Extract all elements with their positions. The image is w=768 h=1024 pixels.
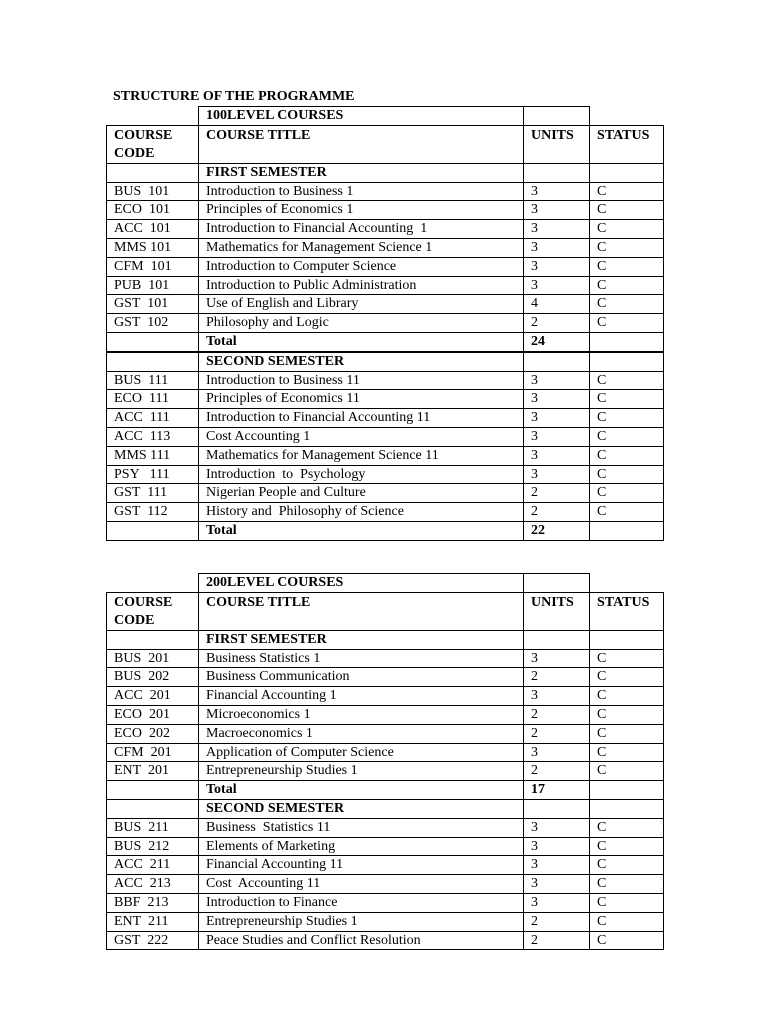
course-status: C: [590, 182, 664, 201]
course-status: C: [590, 931, 664, 950]
course-units: 3: [524, 257, 590, 276]
blank-cell: [524, 107, 590, 126]
course-units: 3: [524, 427, 590, 446]
semester-name: FIRST SEMESTER: [199, 630, 524, 649]
course-code: GST 112: [107, 503, 199, 522]
course-status: C: [590, 705, 664, 724]
course-units: 3: [524, 371, 590, 390]
course-title: Cost Accounting 11: [199, 875, 524, 894]
course-code: PSY 111: [107, 465, 199, 484]
course-status: C: [590, 201, 664, 220]
blank-cell: [590, 332, 664, 351]
course-status: C: [590, 314, 664, 333]
course-title: Introduction to Business 1: [199, 182, 524, 201]
table-row: [107, 743, 664, 762]
table-row: [107, 390, 664, 409]
course-units: 3: [524, 837, 590, 856]
course-code: GST 222: [107, 931, 199, 950]
course-status: C: [590, 762, 664, 781]
course-units: 3: [524, 743, 590, 762]
course-units: 3: [524, 446, 590, 465]
table-row: [107, 687, 664, 706]
blank-cell: [107, 521, 199, 540]
course-units: 3: [524, 201, 590, 220]
course-title: Financial Accounting 1: [199, 687, 524, 706]
blank-cell: [590, 163, 664, 182]
course-title: Application of Computer Science: [199, 743, 524, 762]
course-code: CFM 201: [107, 743, 199, 762]
course-title: Business Statistics 11: [199, 818, 524, 837]
course-title: Introduction to Finance: [199, 893, 524, 912]
table-row: [107, 818, 664, 837]
table-row: [107, 427, 664, 446]
course-title: Entrepreneurship Studies 1: [199, 912, 524, 931]
table-row: [107, 931, 664, 950]
table-row: [107, 371, 664, 390]
course-units: 2: [524, 912, 590, 931]
course-status: C: [590, 465, 664, 484]
table-row: [107, 465, 664, 484]
course-units: 3: [524, 465, 590, 484]
blank-cell: [590, 521, 664, 540]
column-header-units: UNITS: [524, 592, 590, 630]
course-code: BUS 201: [107, 649, 199, 668]
semester-name: FIRST SEMESTER: [199, 163, 524, 182]
blank-cell: [590, 352, 664, 371]
table-row: [107, 446, 664, 465]
course-units: 3: [524, 409, 590, 428]
table-row: [107, 257, 664, 276]
table-row: [107, 295, 664, 314]
course-code: BUS 212: [107, 837, 199, 856]
blank-cell: [590, 799, 664, 818]
column-header-row: [107, 125, 664, 163]
course-status: C: [590, 484, 664, 503]
course-title: Introduction to Public Administration: [199, 276, 524, 295]
course-units: 2: [524, 762, 590, 781]
course-title: Principles of Economics 11: [199, 390, 524, 409]
course-status: C: [590, 409, 664, 428]
table-row: [107, 893, 664, 912]
table-row: [107, 912, 664, 931]
table-row: [107, 668, 664, 687]
course-code: ACC 101: [107, 220, 199, 239]
course-code: PUB 101: [107, 276, 199, 295]
level-label-row: [107, 574, 664, 593]
blank-cell: [107, 781, 199, 800]
course-code: ENT 201: [107, 762, 199, 781]
course-title: Microeconomics 1: [199, 705, 524, 724]
course-status: C: [590, 818, 664, 837]
table-row: [107, 837, 664, 856]
table-row: [107, 314, 664, 333]
course-status: C: [590, 220, 664, 239]
course-title: Peace Studies and Conflict Resolution: [199, 931, 524, 950]
course-title: Entrepreneurship Studies 1: [199, 762, 524, 781]
course-title: Business Statistics 1: [199, 649, 524, 668]
course-code: ECO 101: [107, 201, 199, 220]
column-header-units: UNITS: [524, 125, 590, 163]
course-code: ACC 211: [107, 856, 199, 875]
course-status: C: [590, 724, 664, 743]
course-code: ENT 211: [107, 912, 199, 931]
total-label: Total: [199, 521, 524, 540]
table-row: [107, 503, 664, 522]
course-units: 3: [524, 182, 590, 201]
total-label: Total: [199, 781, 524, 800]
course-units: 3: [524, 893, 590, 912]
course-code: GST 111: [107, 484, 199, 503]
blank-cell: [107, 630, 199, 649]
course-units: 2: [524, 668, 590, 687]
course-status: C: [590, 837, 664, 856]
course-table-100-level: [106, 106, 664, 541]
course-status: C: [590, 856, 664, 875]
course-status: C: [590, 912, 664, 931]
table-row: [107, 238, 664, 257]
course-code: ACC 113: [107, 427, 199, 446]
table-row: [107, 409, 664, 428]
course-units: 2: [524, 931, 590, 950]
course-units: 3: [524, 687, 590, 706]
course-units: 2: [524, 503, 590, 522]
total-row: [107, 781, 664, 800]
course-code: BUS 202: [107, 668, 199, 687]
course-units: 4: [524, 295, 590, 314]
course-title: Nigerian People and Culture: [199, 484, 524, 503]
course-units: 3: [524, 238, 590, 257]
course-status: C: [590, 371, 664, 390]
column-header-status: STATUS: [590, 592, 664, 630]
table-row: [107, 649, 664, 668]
level-label: 100LEVEL COURSES: [199, 107, 524, 126]
course-code: GST 101: [107, 295, 199, 314]
course-status: C: [590, 503, 664, 522]
blank-cell: [107, 799, 199, 818]
blank-cell: [590, 630, 664, 649]
semester-name: SECOND SEMESTER: [199, 799, 524, 818]
blank-cell: [107, 332, 199, 351]
table-row: [107, 705, 664, 724]
course-code: BBF 213: [107, 893, 199, 912]
table-row: [107, 201, 664, 220]
course-code: ACC 201: [107, 687, 199, 706]
course-title: Use of English and Library: [199, 295, 524, 314]
course-title: History and Philosophy of Science: [199, 503, 524, 522]
course-title: Introduction to Business 11: [199, 371, 524, 390]
course-units: 2: [524, 724, 590, 743]
semester-header-row: [107, 799, 664, 818]
course-title: Philosophy and Logic: [199, 314, 524, 333]
course-title: Introduction to Financial Accounting 1: [199, 220, 524, 239]
course-title: Macroeconomics 1: [199, 724, 524, 743]
table-row: [107, 762, 664, 781]
blank-cell: [107, 163, 199, 182]
course-units: 3: [524, 220, 590, 239]
blank-cell: [107, 352, 199, 371]
course-status: C: [590, 276, 664, 295]
course-status: C: [590, 687, 664, 706]
blank-cell: [590, 574, 664, 593]
course-code: BUS 211: [107, 818, 199, 837]
course-code: GST 102: [107, 314, 199, 333]
course-units: 3: [524, 390, 590, 409]
course-units: 2: [524, 484, 590, 503]
table-row: [107, 276, 664, 295]
course-title: Elements of Marketing: [199, 837, 524, 856]
semester-name: SECOND SEMESTER: [199, 352, 524, 371]
course-units: 2: [524, 705, 590, 724]
column-header-status: STATUS: [590, 125, 664, 163]
blank-cell: [524, 630, 590, 649]
course-status: C: [590, 875, 664, 894]
course-code: CFM 101: [107, 257, 199, 276]
blank-cell: [107, 107, 199, 126]
blank-cell: [107, 574, 199, 593]
table-row: [107, 724, 664, 743]
course-status: C: [590, 295, 664, 314]
level-label: 200LEVEL COURSES: [199, 574, 524, 593]
semester-header-row: [107, 352, 664, 371]
course-title: Introduction to Financial Accounting 11: [199, 409, 524, 428]
course-status: C: [590, 893, 664, 912]
level-label-row: [107, 107, 664, 126]
course-code: MMS 101: [107, 238, 199, 257]
column-header-row: [107, 592, 664, 630]
course-units: 2: [524, 314, 590, 333]
total-units: 24: [524, 332, 590, 351]
column-header-title: COURSE TITLE: [199, 592, 524, 630]
course-title: Business Communication: [199, 668, 524, 687]
blank-cell: [590, 107, 664, 126]
table-row: [107, 220, 664, 239]
table-row: [107, 856, 664, 875]
total-row: [107, 521, 664, 540]
course-code: ECO 202: [107, 724, 199, 743]
course-code: BUS 101: [107, 182, 199, 201]
course-title: Cost Accounting 1: [199, 427, 524, 446]
course-units: 3: [524, 276, 590, 295]
course-code: ACC 111: [107, 409, 199, 428]
total-label: Total: [199, 332, 524, 351]
course-status: C: [590, 257, 664, 276]
course-code: ECO 201: [107, 705, 199, 724]
column-header-code: COURSE CODE: [107, 125, 199, 163]
course-status: C: [590, 649, 664, 668]
course-code: ECO 111: [107, 390, 199, 409]
table-row: [107, 484, 664, 503]
course-title: Mathematics for Management Science 11: [199, 446, 524, 465]
course-units: 3: [524, 818, 590, 837]
course-title: Principles of Economics 1: [199, 201, 524, 220]
table-row: [107, 182, 664, 201]
table-row: [107, 875, 664, 894]
course-status: C: [590, 238, 664, 257]
total-row: [107, 332, 664, 351]
course-status: C: [590, 427, 664, 446]
blank-cell: [524, 574, 590, 593]
course-units: 3: [524, 649, 590, 668]
course-status: C: [590, 446, 664, 465]
course-title: Introduction to Computer Science: [199, 257, 524, 276]
course-status: C: [590, 743, 664, 762]
page-title: STRUCTURE OF THE PROGRAMME: [113, 89, 355, 104]
course-title: Financial Accounting 11: [199, 856, 524, 875]
course-table-200-level: [106, 573, 664, 950]
course-units: 3: [524, 856, 590, 875]
semester-header-row: [107, 630, 664, 649]
total-units: 22: [524, 521, 590, 540]
course-title: Mathematics for Management Science 1: [199, 238, 524, 257]
total-units: 17: [524, 781, 590, 800]
column-header-code: COURSE CODE: [107, 592, 199, 630]
semester-header-row: [107, 163, 664, 182]
course-code: MMS 111: [107, 446, 199, 465]
course-code: BUS 111: [107, 371, 199, 390]
course-status: C: [590, 390, 664, 409]
column-header-title: COURSE TITLE: [199, 125, 524, 163]
blank-cell: [524, 799, 590, 818]
course-code: ACC 213: [107, 875, 199, 894]
blank-cell: [524, 352, 590, 371]
course-title: Introduction to Psychology: [199, 465, 524, 484]
blank-cell: [524, 163, 590, 182]
course-status: C: [590, 668, 664, 687]
course-units: 3: [524, 875, 590, 894]
blank-cell: [590, 781, 664, 800]
